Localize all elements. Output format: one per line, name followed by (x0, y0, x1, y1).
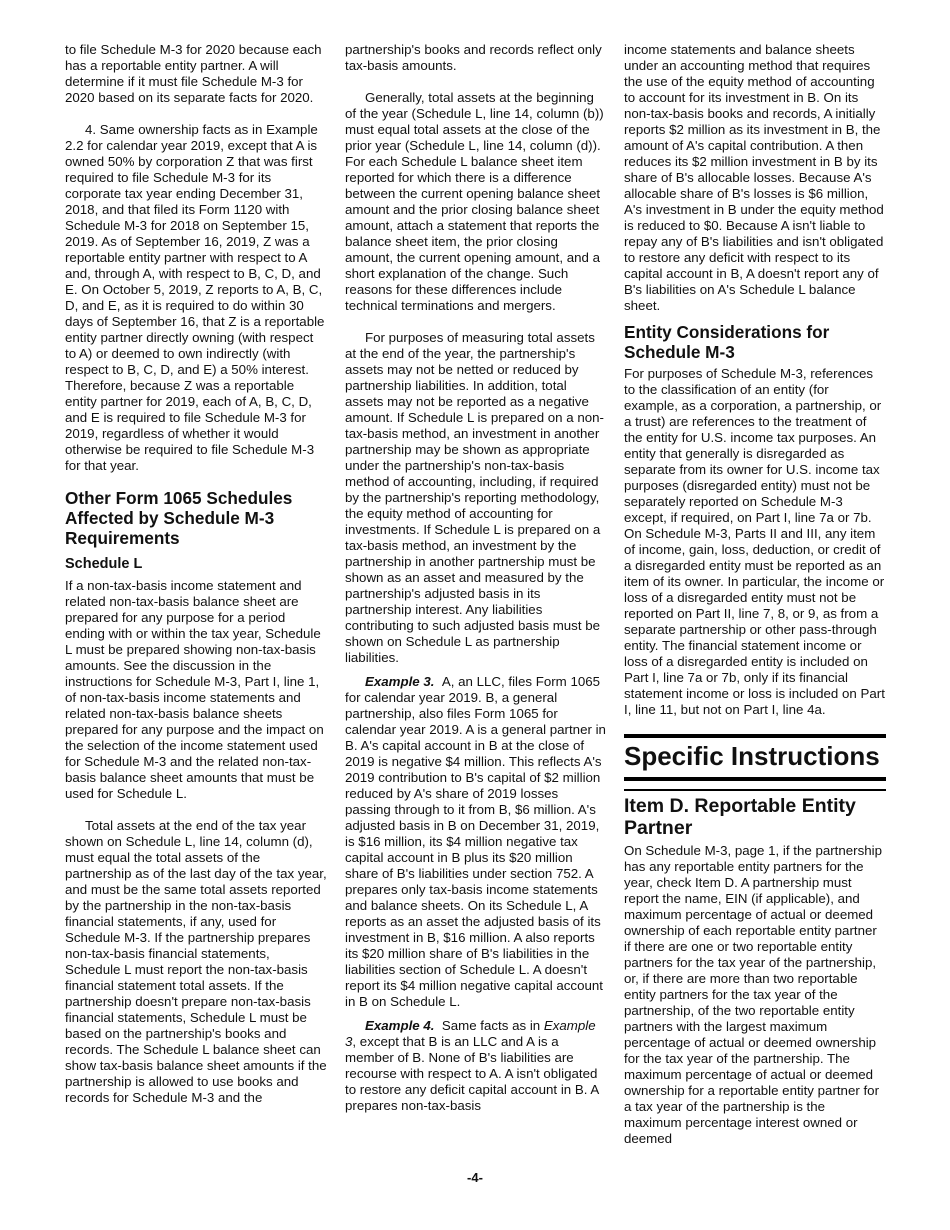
example-label: Example 3. (365, 674, 435, 689)
example-reference: Example 3 (345, 1018, 596, 1049)
subheading-schedule-l: Schedule L (65, 556, 143, 572)
paragraph: partnership's books and records reflect only tax-basis amounts. (345, 42, 602, 73)
example-text: Same facts as in (441, 1018, 544, 1033)
section-heading-entity-considerations: Entity Considerations for Schedule M-3 (624, 322, 830, 362)
specific-instructions-banner (624, 734, 886, 781)
example-text: , except that B is an LLC and A is a member of B. None of B's liabilities are recourse with respect to A. A isn't obligated to restore any deficit capital account in B. A prepares non-tax-basis (345, 1034, 599, 1113)
section-heading-other-schedules: Other Form 1065 Schedules Affected by Schedule M-3 Requirements (65, 488, 293, 548)
column-2 (345, 42, 607, 1130)
section-heading-item-d: Item D. Reportable Entity Partner (624, 789, 886, 839)
paragraph: income statements and balance sheets under an accounting method that requires the use of the equity method of accounting to account for its investment in B. On its non-tax-basis books and records, A initially reports $2 million as its investment in B, the amount of A's capital contribution. A then reduces its $2 million investment in B by its share of B's allocable losses. Because A's allocable share of B's losses is $6 million, A's investment in B under the equity method is reduced to $0. Because A isn't liable to repay any of B's liabilities and isn't obligated to restore any deficit with respect to its capital account in B, A doesn't report any of B's liabilities on A's Schedule L balance sheet. (624, 42, 884, 313)
page-number: -4- (467, 1170, 483, 1185)
paragraph-example-4: 4. Same ownership facts as in Example 2.2 for calendar year 2019, except that A is owned 50% by corporation Z that was first required to file Schedule M-3 for its corporate tax year ending December 31, 2018, and that filed its Form 1120 with Schedule M-3 for 2018 on September 15, 2019. As of September 16, 2019, Z was a reportable entity partner with respect to A and, through A, with respect to B, C, D, and E. On October 5, 2019, Z reports to A, B, C, D, and E, as it is required to do within 30 days of September 16, that Z is a reportable entity partner directly owning (with respect to A) or deemed to own indirectly (with respect to B, C, D, and E) a 50% interest. Therefore, because Z was a reportable entity partner for 2019, each of A, B, C, D, and E is required to file Schedule M-3 for 2019, regardless of whether it would otherwise be required to file Schedule M-3 for that year. (65, 122, 325, 473)
example-text: A, an LLC, files Form 1065 for calendar year 2019. B, a general partnership, also files Form 1065 for calendar year 2019. A is a general partner in B. A's capital account in B at the close of 2019 is negative $4 million. This reflects A's 2019 contribution to B's capital of $2 million reduced by A's share of 2019 losses passing through to it from B, $6 million. A's adjusted basis in B on December 31, 2019, is $16 million, its $4 million negative tax capital account in B plus its $20 million share of B's liabilities under section 752. A prepares only tax-basis income statements and balance sheets. On its Schedule L, A reports as an asset the adjusted basis of its investment in B, $16 million. A also reports its $20 million share of B's liabilities in the liabilities section of Schedule L. A doesn't report its $4 million negative capital account in B on Schedule L. (345, 674, 606, 1009)
column-3 (624, 42, 886, 1163)
paragraph: If a non-tax-basis income statement and related non-tax-basis balance sheet are prepared for any purpose for a period ending with or within the tax year, Schedule L must be prepared showing non-tax-basis amounts. See the discussion in the instructions for Schedule M-3, Part I, line 1, of non-tax-basis income statements and related non-tax-basis balance sheets prepared for any purpose and the impact on the selection of the income statement used for Schedule M-3 and the related non-tax-basis balance sheet amounts that must be used for Schedule L. (65, 578, 324, 801)
paragraph: On Schedule M-3, page 1, if the partnership has any reportable entity partners for the year, check Item D. A partnership must report the name, EIN (if applicable), and maximum percentage of actual or deemed ownership of each reportable entity partner if there are one or two reportable entity partners for the tax year of the partnership, or, if there are more than two reportable entity partners for the tax year of the partnership, of the two reportable entity partners with the largest maximum percentage of actual or deemed ownership for the tax year of the partnership. The maximum percentage of actual or deemed ownership for a reportable entity partner for a tax year of the partnership is the maximum percentage interest owned or deemed (624, 843, 882, 1146)
example-label: Example 4. (365, 1018, 435, 1033)
page-title: Specific Instructions (624, 741, 880, 771)
paragraph: Total assets at the end of the tax year shown on Schedule L, line 14, column (d), must equal the total assets of the partnership as of the last day of the tax year, and must be the same total assets reported by the partnership in the non-tax-basis financial statements, if any, used for Schedule M-3. If the partnership prepares non-tax-basis financial statements, Schedule L must report the non-tax-basis financial statement total assets. If the partnership doesn't prepare non-tax-basis financial statements, Schedule L must be based on the partnership's books and records. The Schedule L balance sheet can show tax-basis balance sheet amounts if the partnership is allowed to use books and records for Schedule M-3 and the (65, 818, 327, 1105)
paragraph: For purposes of Schedule M-3, references to the classification of an entity (for example, as a corporation, a partnership, or a trust) are references to the treatment of the entity for U.S. income tax purposes. An entity that generally is disregarded as separate from its owner for U.S. income tax purposes (disregarded entity) must not be separately reported on Schedule M-3 except, if required, on Part I, line 7a or 7b. On Schedule M-3, Parts II and III, any item of income, gain, loss, deduction, or credit of a disregarded entity must be reported as an item of its owner. In particular, the income or loss of a disregarded entity must not be reported on Part II, line 7, 8, or 9, as from a separate partnership or other pass-through entity. The financial statement income or loss of a disregarded entity is included on Part I, line 7a or 7b, only if its financial statement income or loss is included on Part I, line 11, but not on Part I, line 4a. (624, 366, 885, 717)
paragraph-example-4 (345, 1018, 607, 1114)
paragraph: to file Schedule M-3 for 2020 because each has a reportable entity partner. A will determine if it must file Schedule M-3 for 2020 based on its separate facts for 2020. (65, 42, 322, 105)
paragraph: For purposes of measuring total assets at the end of the year, the partnership's assets may not be netted or reduced by partnership liabilities. In addition, total assets may not be reported as a negative amount. If Schedule L is prepared on a non-tax-basis method, an investment in another partnership may be shown as appropriate under the partnership's non-tax-basis method of accounting, including, if required by the partnership's reporting methodology, the equity method of accounting for investments. If Schedule L is prepared on a tax-basis method, an investment by the partnership in another partnership must be shown as an asset and measured by the partnership's adjusted basis in its partnership interest. Any liabilities contributing to such adjusted basis must be shown on Schedule L as partnership liabilities. (345, 330, 604, 665)
column-1 (65, 42, 327, 1122)
paragraph: Generally, total assets at the beginning of the year (Schedule L, line 14, column (b)) must equal total assets at the close of the prior year (Schedule L, line 14, column (d)). For each Schedule L balance sheet item reported for which there is a difference between the current opening balance sheet amount and the prior closing balance sheet amount, attach a statement that reports the balance sheet item, the prior closing amount, the current opening amount, and a short explanation of the change. Such reasons for these differences include technical terminations and mergers. (345, 90, 604, 313)
paragraph-example-3 (345, 674, 607, 1010)
